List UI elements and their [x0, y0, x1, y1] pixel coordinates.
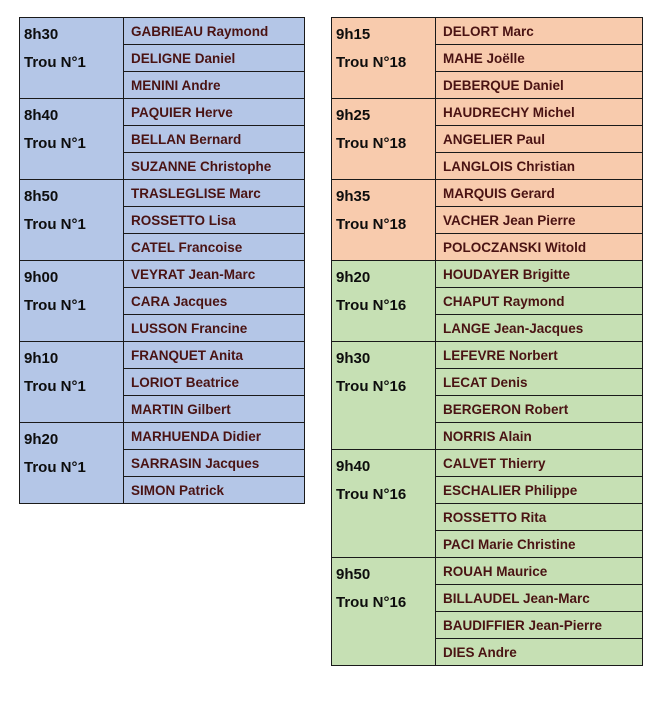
player-name: NORRIS Alain — [436, 423, 643, 450]
player-name: SIMON Patrick — [124, 477, 305, 504]
tee-slot-cell — [332, 261, 436, 342]
right-table-body — [332, 18, 643, 666]
hole-number: Trou N°1 — [24, 378, 86, 395]
tee-slot-cell — [20, 18, 124, 99]
player-name: CALVET Thierry — [436, 450, 643, 477]
player-name: HOUDAYER Brigitte — [436, 261, 643, 288]
hole-number: Trou N°1 — [24, 135, 86, 152]
tee-time: 9h25 — [336, 107, 371, 124]
tee-slot-cell — [332, 99, 436, 180]
player-row — [332, 18, 643, 45]
player-name: ROSSETTO Rita — [436, 504, 643, 531]
player-name: PAQUIER Herve — [124, 99, 305, 126]
player-name: PACI Marie Christine — [436, 531, 643, 558]
hole-number: Trou N°18 — [336, 135, 407, 152]
player-name: VACHER Jean Pierre — [436, 207, 643, 234]
tee-slot-cell — [332, 18, 436, 99]
player-name: FRANQUET Anita — [124, 342, 305, 369]
right-tee-time-table — [331, 17, 643, 666]
tee-slot-cell — [20, 261, 124, 342]
tee-time: 9h00 — [24, 269, 59, 286]
tee-slot-cell — [332, 558, 436, 666]
player-row — [20, 342, 305, 369]
player-name: DELIGNE Daniel — [124, 45, 305, 72]
tee-slot-cell — [332, 180, 436, 261]
player-name: DIES Andre — [436, 639, 643, 666]
player-row — [20, 261, 305, 288]
hole-number: Trou N°16 — [336, 486, 407, 503]
tee-time: 8h30 — [24, 26, 59, 43]
player-name: TRASLEGLISE Marc — [124, 180, 305, 207]
hole-number: Trou N°16 — [336, 378, 407, 395]
hole-number: Trou N°18 — [336, 54, 407, 71]
tee-time: 9h10 — [24, 350, 59, 367]
tee-time: 9h35 — [336, 188, 371, 205]
player-name: MENINI Andre — [124, 72, 305, 99]
hole-number: Trou N°16 — [336, 594, 407, 611]
tee-time: 9h15 — [336, 26, 371, 43]
player-name: LEFEVRE Norbert — [436, 342, 643, 369]
player-name: SUZANNE Christophe — [124, 153, 305, 180]
player-row — [20, 18, 305, 45]
hole-number: Trou N°1 — [24, 216, 86, 233]
player-name: BILLAUDEL Jean-Marc — [436, 585, 643, 612]
hole-number: Trou N°1 — [24, 297, 86, 314]
hole-number: Trou N°16 — [336, 297, 407, 314]
tee-time: 9h40 — [336, 458, 371, 475]
tee-time: 9h20 — [336, 269, 371, 286]
player-name: CATEL Francoise — [124, 234, 305, 261]
player-name: BELLAN Bernard — [124, 126, 305, 153]
tee-slot-cell — [20, 99, 124, 180]
tee-time: 9h50 — [336, 566, 371, 583]
player-name: LUSSON Francine — [124, 315, 305, 342]
tee-slot-cell — [20, 342, 124, 423]
player-name: VEYRAT Jean-Marc — [124, 261, 305, 288]
player-name: HAUDRECHY Michel — [436, 99, 643, 126]
left-tee-time-table — [19, 17, 305, 504]
player-name: POLOCZANSKI Witold — [436, 234, 643, 261]
player-name: MARQUIS Gerard — [436, 180, 643, 207]
tee-time: 9h20 — [24, 431, 59, 448]
player-name: CARA Jacques — [124, 288, 305, 315]
player-name: MAHE Joëlle — [436, 45, 643, 72]
player-row — [332, 261, 643, 288]
player-name: SARRASIN Jacques — [124, 450, 305, 477]
player-row — [20, 99, 305, 126]
left-table-body — [20, 18, 305, 504]
player-name: BAUDIFFIER Jean-Pierre — [436, 612, 643, 639]
tee-slot-cell — [332, 450, 436, 558]
player-name: LECAT Denis — [436, 369, 643, 396]
tee-slot-cell — [20, 180, 124, 261]
player-name: ESCHALIER Philippe — [436, 477, 643, 504]
player-name: MARHUENDA Didier — [124, 423, 305, 450]
player-name: ROSSETTO Lisa — [124, 207, 305, 234]
tee-slot-cell — [332, 342, 436, 450]
hole-number: Trou N°1 — [24, 54, 86, 71]
player-name: ANGELIER Paul — [436, 126, 643, 153]
player-name: BERGERON Robert — [436, 396, 643, 423]
player-name: ROUAH Maurice — [436, 558, 643, 585]
player-row — [332, 450, 643, 477]
player-name: DEBERQUE Daniel — [436, 72, 643, 99]
tee-time: 9h30 — [336, 350, 371, 367]
player-name: MARTIN Gilbert — [124, 396, 305, 423]
player-row — [20, 423, 305, 450]
player-name: LANGE Jean-Jacques — [436, 315, 643, 342]
player-name: CHAPUT Raymond — [436, 288, 643, 315]
player-row — [332, 558, 643, 585]
tee-time: 8h40 — [24, 107, 59, 124]
player-row — [332, 180, 643, 207]
player-name: GABRIEAU Raymond — [124, 18, 305, 45]
tee-time: 8h50 — [24, 188, 59, 205]
player-row — [20, 180, 305, 207]
player-row — [332, 342, 643, 369]
hole-number: Trou N°1 — [24, 459, 86, 476]
player-name: LANGLOIS Christian — [436, 153, 643, 180]
tee-slot-cell — [20, 423, 124, 504]
player-row — [332, 99, 643, 126]
hole-number: Trou N°18 — [336, 216, 407, 233]
player-name: LORIOT Beatrice — [124, 369, 305, 396]
player-name: DELORT Marc — [436, 18, 643, 45]
